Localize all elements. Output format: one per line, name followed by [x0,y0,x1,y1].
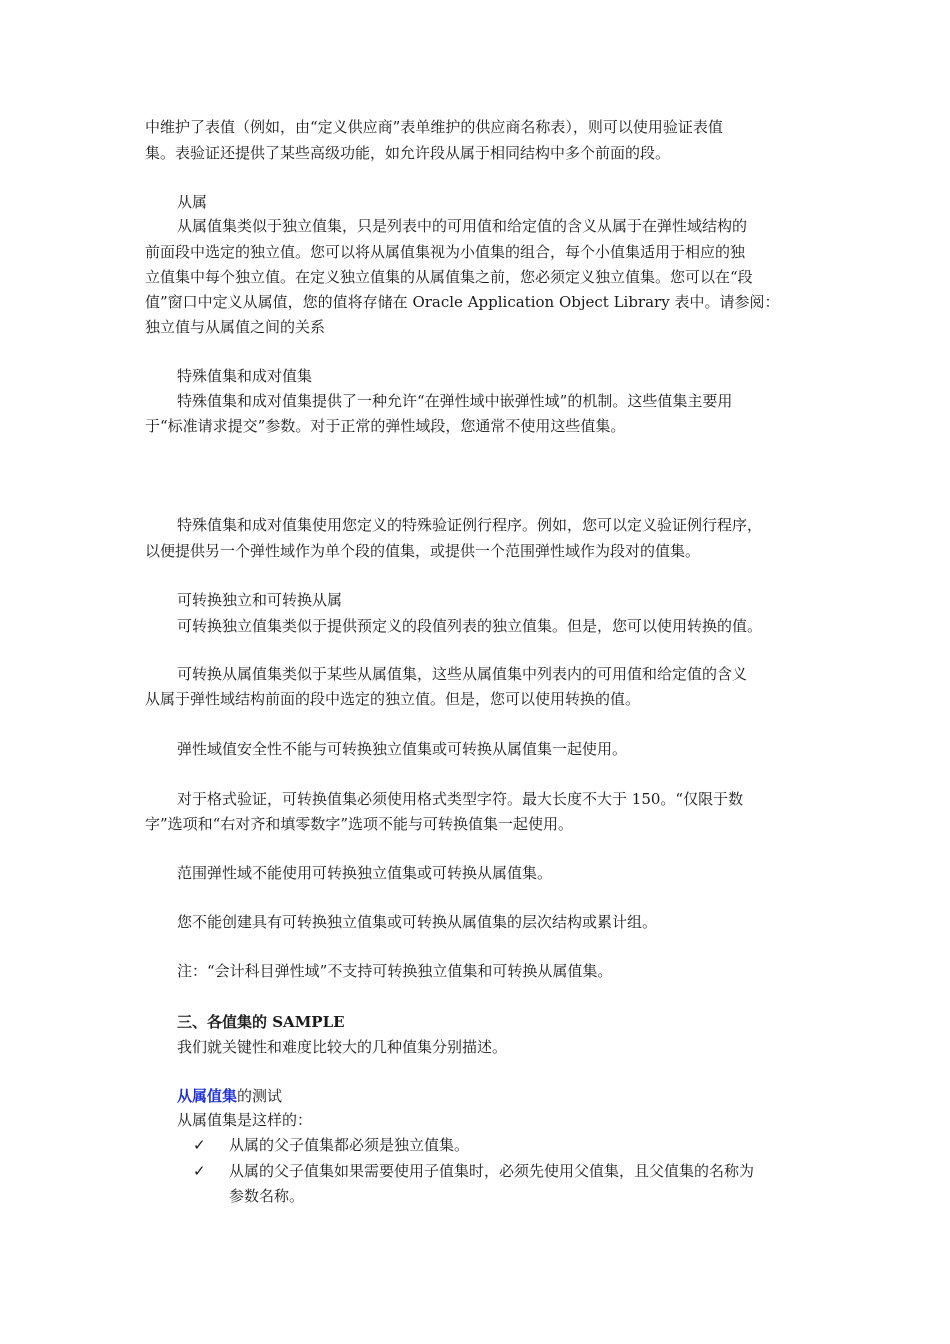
section-intro: 我们就关键性和难度比较大的几种值集分别描述。 [177,1038,508,1056]
subsection-heading-rest: 的测试 [237,1087,283,1105]
paragraph-line: 立值集中每个独立值。在定义独立值集的从属值集之前，您必须定义独立值集。您可以在“段 [145,268,753,286]
paragraph-line: 可转换独立值集类似于提供预定义的段值列表的独立值集。但是，您可以使用转换的值。 [177,617,763,635]
heading-dependent: 从属 [177,193,208,211]
heading-special-pair: 特殊值集和成对值集 [177,367,313,385]
paragraph-line: 从属值集类似于独立值集，只是列表中的可用值和给定值的含义从属于在弹性域结构的 [177,217,748,235]
checkmark-icon: ✓ [193,1162,206,1180]
section-heading: 三、各值集的 SAMPLE [177,1013,345,1031]
paragraph-line: 值”窗口中定义从属值，您的值将存储在 Oracle Application Object Library 表中。请参阅： [145,293,780,311]
paragraph-line: 字”选项和“右对齐和填零数字”选项不能与可转换值集一起使用。 [145,815,574,833]
subsection-intro: 从属值集是这样的： [177,1111,313,1129]
bullet-item: 从属的父子值集如果需要使用子值集时，必须先使用父值集，且父值集的名称为 [229,1162,755,1180]
paragraph-line: 前面段中选定的独立值。您可以将从属值集视为小值集的组合，每个小值集适用于相应的独 [145,243,746,261]
paragraph-line: 您不能创建具有可转换独立值集或可转换从属值集的层次结构或累计组。 [177,913,658,931]
paragraph-line: 特殊值集和成对值集提供了一种允许“在弹性域中嵌弹性域”的机制。这些值集主要用 [177,392,733,410]
note-line: 注：“会计科目弹性域”不支持可转换独立值集和可转换从属值集。 [177,962,613,980]
paragraph-line: 范围弹性域不能使用可转换独立值集或可转换从属值集。 [177,864,553,882]
paragraph-line: 弹性域值安全性不能与可转换独立值集或可转换从属值集一起使用。 [177,740,628,758]
paragraph-line: 特殊值集和成对值集使用您定义的特殊验证例行程序。例如，您可以定义验证例行程序， [177,516,763,534]
paragraph-line: 从属于弹性域结构前面的段中选定的独立值。但是，您可以使用转换的值。 [145,690,641,708]
heading-translatable: 可转换独立和可转换从属 [177,591,343,609]
paragraph-line: 独立值与从属值之间的关系 [145,318,326,336]
checkmark-icon: ✓ [193,1136,206,1154]
paragraph-line: 中维护了表值（例如，由“定义供应商”表单维护的供应商名称表），则可以使用验证表值 [145,118,723,136]
bullet-item: 从属的父子值集都必须是独立值集。 [229,1136,470,1154]
dependent-valueset-link[interactable]: 从属值集 [177,1087,238,1105]
paragraph-line: 以便提供另一个弹性域作为单个段的值集，或提供一个范围弹性域作为段对的值集。 [145,542,701,560]
bullet-item-continued: 参数名称。 [229,1187,305,1205]
paragraph-line: 可转换从属值集类似于某些从属值集，这些从属值集中列表内的可用值和给定值的含义 [177,665,748,683]
paragraph-line: 对于格式验证，可转换值集必须使用格式类型字符。最大长度不大于 150。“仅限于数 [177,790,744,808]
subsection-heading [177,1089,282,1104]
paragraph-line: 于“标准请求提交”参数。对于正常的弹性域段，您通常不使用这些值集。 [145,417,626,435]
paragraph-line: 集。表验证还提供了某些高级功能，如允许段从属于相同结构中多个前面的段。 [145,144,671,162]
